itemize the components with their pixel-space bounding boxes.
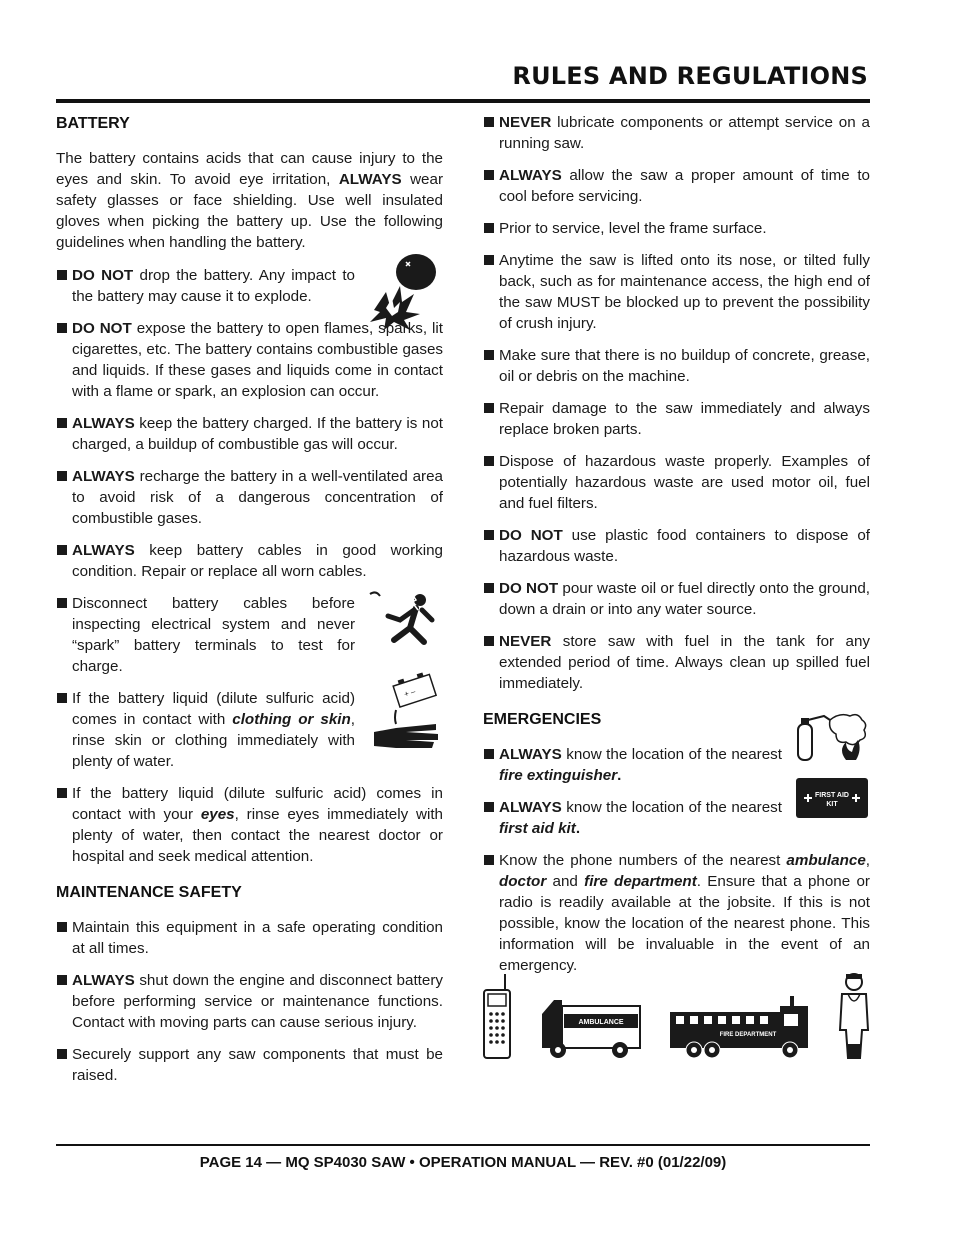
electric-shock-icon (366, 590, 444, 648)
svg-text:FIRE DEPARTMENT: FIRE DEPARTMENT (719, 1032, 777, 1038)
list-item: ALWAYS recharge the battery in a well-ventilated area to avoid risk of a dangerous concentration of combustible gases. (56, 466, 443, 529)
list-item: Maintain this equipment in a safe operating condition at all times. (56, 917, 443, 959)
fire-extinguisher-icon (794, 710, 870, 762)
list-item: Prior to service, level the frame surface. (483, 218, 870, 239)
ambulance-icon (542, 1000, 640, 1058)
doctor-icon (840, 974, 868, 1058)
right-column (483, 112, 870, 987)
page-footer: PAGE 14 — MQ SP4030 SAW • OPERATION MANUAL — REV. #0 (01/22/09) (199, 1154, 727, 1171)
maintenance-heading: MAINTENANCE SAFETY (56, 884, 242, 901)
general-safety-list (483, 112, 870, 694)
list-item: Dispose of hazardous waste properly. Examples of potentially hazardous waste are used motor oil, fuel and fuel filters. (483, 451, 870, 514)
maintenance-list (56, 917, 443, 1086)
header-rule (56, 99, 870, 103)
list-item: DO NOT expose the battery to open flames, sparks, lit cigarettes, etc. The battery contains combustible gases and liquids. If these gases and liquids come in contact with a flame or spark, an explosion can occur. (56, 318, 443, 402)
battery-list (56, 265, 443, 867)
fire-truck-icon (670, 996, 808, 1058)
svg-text:AMBULANCE: AMBULANCE (578, 1019, 624, 1026)
explosion-icon (366, 250, 444, 330)
list-item: ALWAYS allow the saw a proper amount of time to cool before servicing. (483, 165, 870, 207)
svg-text:KIT: KIT (826, 801, 838, 808)
battery-heading: BATTERY (56, 115, 130, 132)
list-item: Disconnect battery cables before inspecting electrical system and never “spark” battery terminals to test for charge. (56, 593, 355, 677)
list-item: ALWAYS keep the battery charged. If the battery is not charged, a buildup of combustible gas will occur. (56, 413, 443, 455)
list-item: Anytime the saw is lifted onto its nose, or tilted fully back, such as for maintenance access, the high end of the saw MUST be blocked up to prevent the possibility of crush injury. (483, 250, 870, 334)
list-item: If the battery liquid (dilute sulfuric acid) comes in contact with your eyes, rinse eyes immediately with plenty of water, then contact the nearest doctor or hospital and seek medical attention. (56, 783, 443, 867)
acid-hand-icon (366, 672, 444, 750)
phone-icon (484, 974, 510, 1058)
first-aid-kit-icon (794, 776, 870, 820)
list-item: Know the phone numbers of the nearest ambulance, doctor and fire department. Ensure that a phone or radio is readily available at the jobsite. If this is not possible, know the location of the nearest phone. This information will be invaluable in the event of an emergency. (483, 850, 870, 976)
list-item: NEVER store saw with fuel in the tank for any extended period of time. Always clean up spilled fuel immediately. (483, 631, 870, 694)
list-item: ALWAYS keep battery cables in good working condition. Repair or replace all worn cables. (56, 540, 443, 582)
emergencies-heading: EMERGENCIES (483, 711, 602, 728)
list-item: DO NOT drop the battery. Any impact to the battery may cause it to explode. (56, 265, 355, 307)
list-item: NEVER lubricate components or attempt service on a running saw. (483, 112, 870, 154)
list-item: Make sure that there is no buildup of concrete, grease, oil or debris on the machine. (483, 345, 870, 387)
list-item: ALWAYS know the location of the nearest fire extinguisher. (483, 744, 782, 786)
svg-text:+ –: + – (402, 686, 417, 699)
list-item: ALWAYS shut down the engine and disconnect battery before performing service or maintenance functions. Contact with moving parts can cause serious injury. (56, 970, 443, 1033)
svg-text:FIRST AID: FIRST AID (815, 792, 849, 799)
list-item: ALWAYS know the location of the nearest first aid kit. (483, 797, 782, 839)
list-item: Securely support any saw components that must be raised. (56, 1044, 443, 1086)
list-item: DO NOT pour waste oil or fuel directly onto the ground, down a drain or into any water source. (483, 578, 870, 620)
list-item: If the battery liquid (dilute sulfuric acid) comes in contact with clothing or skin, rinse skin or clothing immediately with plenty of water. (56, 688, 355, 772)
list-item: Repair damage to the saw immediately and always replace broken parts. (483, 398, 870, 440)
footer-rule (56, 1144, 870, 1146)
page-title: RULES AND REGULATIONS (512, 62, 868, 90)
list-item: DO NOT use plastic food containers to dispose of hazardous waste. (483, 525, 870, 567)
emergency-services-illustration (480, 970, 870, 1062)
battery-intro: The battery contains acids that can cause injury to the eyes and skin. To avoid eye irritation, ALWAYS wear safety glasses or face shielding. Use well insulated gloves when picking the battery up. Use the following guidelines when handling the battery. (56, 150, 443, 251)
